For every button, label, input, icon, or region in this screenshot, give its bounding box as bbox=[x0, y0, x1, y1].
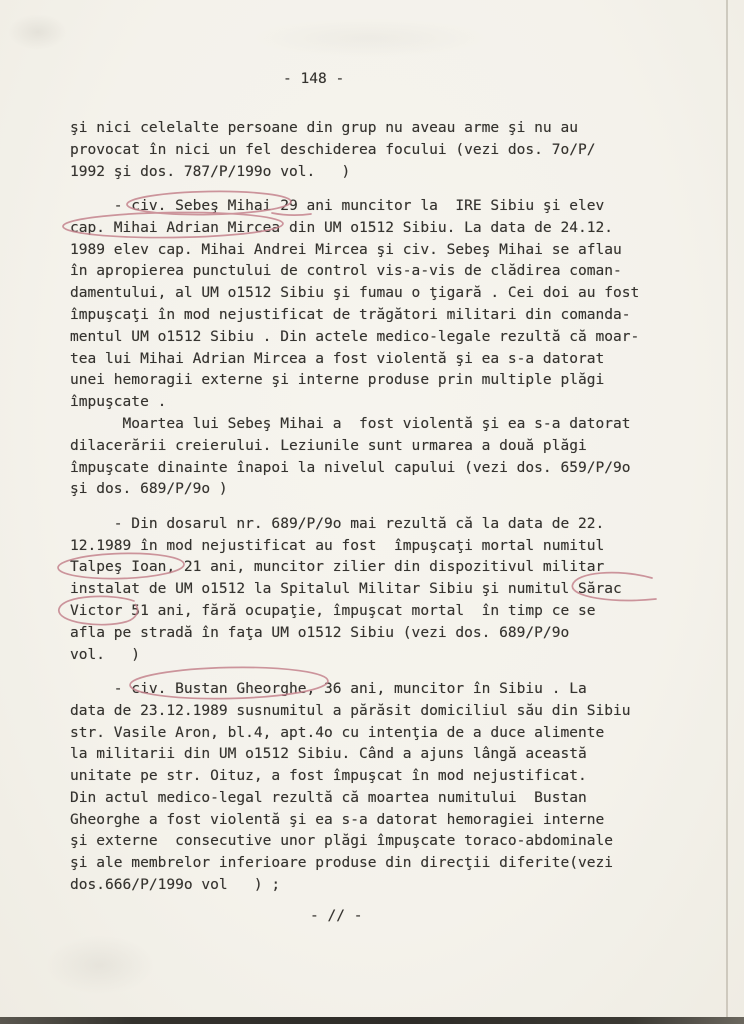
text-line: dilacerării creierului. Leziunile sunt urmarea a două plăgi bbox=[70, 436, 587, 454]
text-line: Victor 51 ani, fără ocupaţie, împuşcat mortal în timp ce se bbox=[70, 601, 596, 619]
scan-smudge bbox=[250, 18, 490, 58]
text-line: şi dos. 689/P/9o ) bbox=[70, 480, 228, 498]
text-line: cap. Mihai Adrian Mircea din UM o1512 Sibiu. La data de 24.12. bbox=[70, 218, 613, 236]
text-line: afla pe stradă în faţa UM o1512 Sibiu (vezi dos. 689/P/9o bbox=[70, 623, 570, 641]
text-line: împuşcaţi în mod nejustificat de trăgători militari din comanda- bbox=[70, 305, 631, 323]
text-line: dos.666/P/199o vol ) ; bbox=[70, 876, 281, 894]
text-line: vol. ) bbox=[70, 645, 141, 663]
text-line: 12.1989 în mod nejustificat au fost împuşcaţi mortal numitul bbox=[70, 536, 605, 554]
text-line: - Din dosarul nr. 689/P/9o mai rezultă că la data de 22. bbox=[70, 514, 605, 532]
page-number: - 148 - bbox=[283, 70, 345, 87]
text-line: mentul UM o1512 Sibiu . Din actele medico-legale rezultă că moar- bbox=[70, 327, 640, 345]
text-line: Talpeş Ioan, 21 ani, muncitor zilier din dispozitivul militar bbox=[70, 558, 605, 576]
text-line: tea lui Mihai Adrian Mircea a fost violentă şi ea s-a datorat bbox=[70, 349, 605, 367]
text-line: unitate pe str. Oituz, a fost împuşcat în mod nejustificat. bbox=[70, 767, 587, 785]
text-line: data de 23.12.1989 susnumitul a părăsit domiciliul său din Sibiu bbox=[70, 701, 631, 719]
text-line: instalat de UM o1512 la Spitalul Militar Sibiu şi numitul Sărac bbox=[70, 580, 622, 598]
text-line: şi externe consecutive unor plăgi împuşcate toraco-abdominale bbox=[70, 832, 613, 850]
scan-edge-line bbox=[726, 0, 728, 1017]
scan-smudge bbox=[45, 935, 155, 995]
text-line: împuşcate . bbox=[70, 393, 167, 411]
text-line: Gheorghe a fost violentă şi ea s-a datorat hemoragiei interne bbox=[70, 810, 605, 828]
scan-bottom-edge bbox=[0, 1017, 744, 1024]
text-line: unei hemoragii externe şi interne produse prin multiple plăgi bbox=[70, 371, 605, 389]
text-line: 1989 elev cap. Mihai Andrei Mircea şi civ. Sebeş Mihai se aflau bbox=[70, 240, 622, 258]
text-line: şi ale membrelor inferioare produse din direcţii diferite(vezi bbox=[70, 854, 613, 872]
text-line: damentului, al UM o1512 Sibiu şi fumau o ţigară . Cei doi au fost bbox=[70, 284, 640, 302]
text-line: provocat în nici un fel deschiderea focului (vezi dos. 7o/P/ bbox=[70, 140, 596, 158]
text-line: în apropierea punctului de control vis-a-vis de clădirea coman- bbox=[70, 262, 622, 280]
text-line: şi nici celelalte persoane din grup nu aveau arme şi nu au bbox=[70, 119, 578, 136]
typewritten-text-block bbox=[70, 117, 670, 896]
scan-smudge bbox=[8, 14, 68, 50]
text-line: Din actul medico-legal rezultă că moartea numitului Bustan bbox=[70, 788, 587, 806]
text-line: - civ. Bustan Gheorghe, 36 ani, muncitor în Sibiu . La bbox=[70, 679, 587, 697]
text-line: Moartea lui Sebeş Mihai a fost violentă şi ea s-a datorat bbox=[70, 414, 631, 432]
text-line: 1992 şi dos. 787/P/199o vol. ) bbox=[70, 162, 351, 180]
text-line: str. Vasile Aron, bl.4, apt.4o cu intenţia de a duce alimente bbox=[70, 723, 605, 741]
section-end-mark: - // - bbox=[310, 907, 363, 924]
text-line: la militarii din UM o1512 Sibiu. Când a ajuns lângă această bbox=[70, 745, 587, 763]
text-line: - civ. Sebeş Mihai 29 ani muncitor la IRE Sibiu şi elev bbox=[70, 196, 605, 214]
text-line: împuşcate dinainte înapoi la nivelul capului (vezi dos. 659/P/9o bbox=[70, 458, 631, 476]
